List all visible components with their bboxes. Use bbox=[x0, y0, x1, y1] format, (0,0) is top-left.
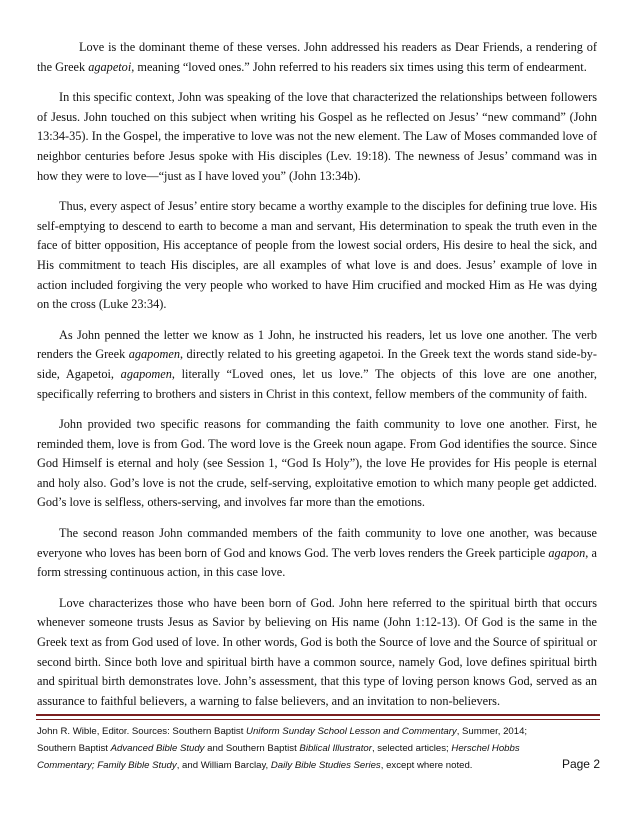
text-run: In this specific context, John was speaking of the love that characterized the relationships between followers of Jesus. John touched on this subject when writing his Gospel as he reflected on Jesus’ “new command” (John 13:34-35). In the Gospel, the imperative to love was not the new element. The Law of Moses commanded love of neighbor centuries before Jesus spoke with His disciples (Lev. 19:18). The newness of Jesus’ command was in how they were to love—“just as I have loved you” (John 13:34b). bbox=[37, 90, 597, 183]
footer-title: Advanced Bible Study bbox=[110, 743, 205, 754]
greek-term-agapomen: agapomen bbox=[128, 347, 180, 362]
footer-title: Daily Bible Studies Series bbox=[270, 760, 381, 771]
text-run: Love characterizes those who have been born of God. John here referred to the spiritual birth that occurs whenever someone trusts Jesus as Savior by believing on His name (John 1:12-13). Of God is the same in the Greek text as from God used of love. In other words, God is both the Source of love and the Source of spiritual or second birth. Since both love and spiritual birth have a common source, namely God, love defines spiritual birth and spiritual birth demonstrates love. John’s assessment, that this type of loving person knows God, served as an assurance to faithful believers, a warning to false believers, and an invitation to non-believers. bbox=[37, 595, 597, 708]
body-text bbox=[37, 38, 597, 711]
text-run: As John penned the letter we know as 1 John, he instructed his readers, let us love one another. The verb renders the Greek bbox=[37, 327, 597, 362]
paragraph bbox=[37, 326, 597, 404]
greek-term-agapetoi: agapetoi bbox=[88, 59, 132, 74]
text-run: The second reason John commanded members of the faith community to love one another, was because everyone who loves has been born of God and knows God. The verb loves renders the Greek participle bbox=[37, 526, 597, 560]
footer-title: Herschel Hobbs Commentary; Family Bible Study bbox=[37, 743, 520, 771]
greek-term-agapon: agapon bbox=[548, 545, 586, 560]
footer-text: , Summer, 2014; Southern Baptist bbox=[37, 726, 528, 754]
footer-rule-thin bbox=[36, 719, 600, 720]
paragraph bbox=[37, 594, 597, 712]
text-run: , meaning “loved ones.” John referred to his readers six times using this term of endearment. bbox=[131, 59, 587, 74]
footer-title: Uniform Sunday School Lesson and Commentary bbox=[246, 726, 457, 737]
paragraph bbox=[37, 38, 597, 77]
page-number: Page 2 bbox=[561, 757, 600, 771]
paragraph bbox=[37, 415, 597, 513]
text-run: , literally “Loved ones, let us love.” The objects of this love are one another, specifically referring to brothers and sisters in Christ in this context, fellow members of the community of faith. bbox=[37, 366, 597, 401]
footer-rule-thick bbox=[36, 714, 600, 716]
footer-text: , and William Barclay, bbox=[176, 760, 271, 771]
footer-text: , selected articles; bbox=[371, 743, 452, 754]
footer-title: Biblical Illustrator bbox=[299, 743, 372, 754]
text-run: John provided two specific reasons for commanding the faith community to love one another. First, he reminded them, love is from God. The word love is the Greek noun agape. From God identifies the source. Since God Himself is eternal and holy (see Session 1, “God Is Holy”), the love He provides for His people is eternal and holy also. God’s love is not the crude, self-serving, exploitative emotion to which many people get addicted. God’s love is selfless, others-serving, and involves far more than the emotions. bbox=[37, 417, 597, 510]
text-run: , a form stressing continuous action, in this case love. bbox=[37, 545, 598, 580]
footer-text: and Southern Baptist bbox=[204, 743, 300, 754]
text-run: , directly related to his greeting agapetoi. In the Greek text the words stand side-by-side, Agapetoi, bbox=[37, 347, 597, 381]
text-run: Thus, every aspect of Jesus’ entire story became a worthy example to the disciples for defining true love. His self-emptying to descend to earth to become a man and servant, His determination to speak the truth even in the face of bitter opposition, His acceptance of people from the lowest social orders, His desire to heal the sick, and His commitment to teach His disciples, are all examples of what love is and does. Jesus’ example of love in action included forgiving the very people who worked to have Him crucified and mocked Him as He was dying on the cross (Luke 23:34). bbox=[37, 199, 597, 312]
paragraph bbox=[37, 197, 597, 315]
footer-text: John R. Wible, Editor. Sources: Southern Baptist bbox=[37, 726, 247, 737]
paragraph bbox=[37, 88, 597, 186]
footer-text: , except where noted. bbox=[380, 760, 473, 771]
paragraph bbox=[37, 524, 597, 583]
greek-term-agapomen: agapomen bbox=[120, 366, 172, 381]
text-run: Love is the dominant theme of these verses. John addressed his readers as Dear Friends, a rendering of the Greek bbox=[37, 40, 597, 74]
footer-sources bbox=[37, 723, 561, 774]
